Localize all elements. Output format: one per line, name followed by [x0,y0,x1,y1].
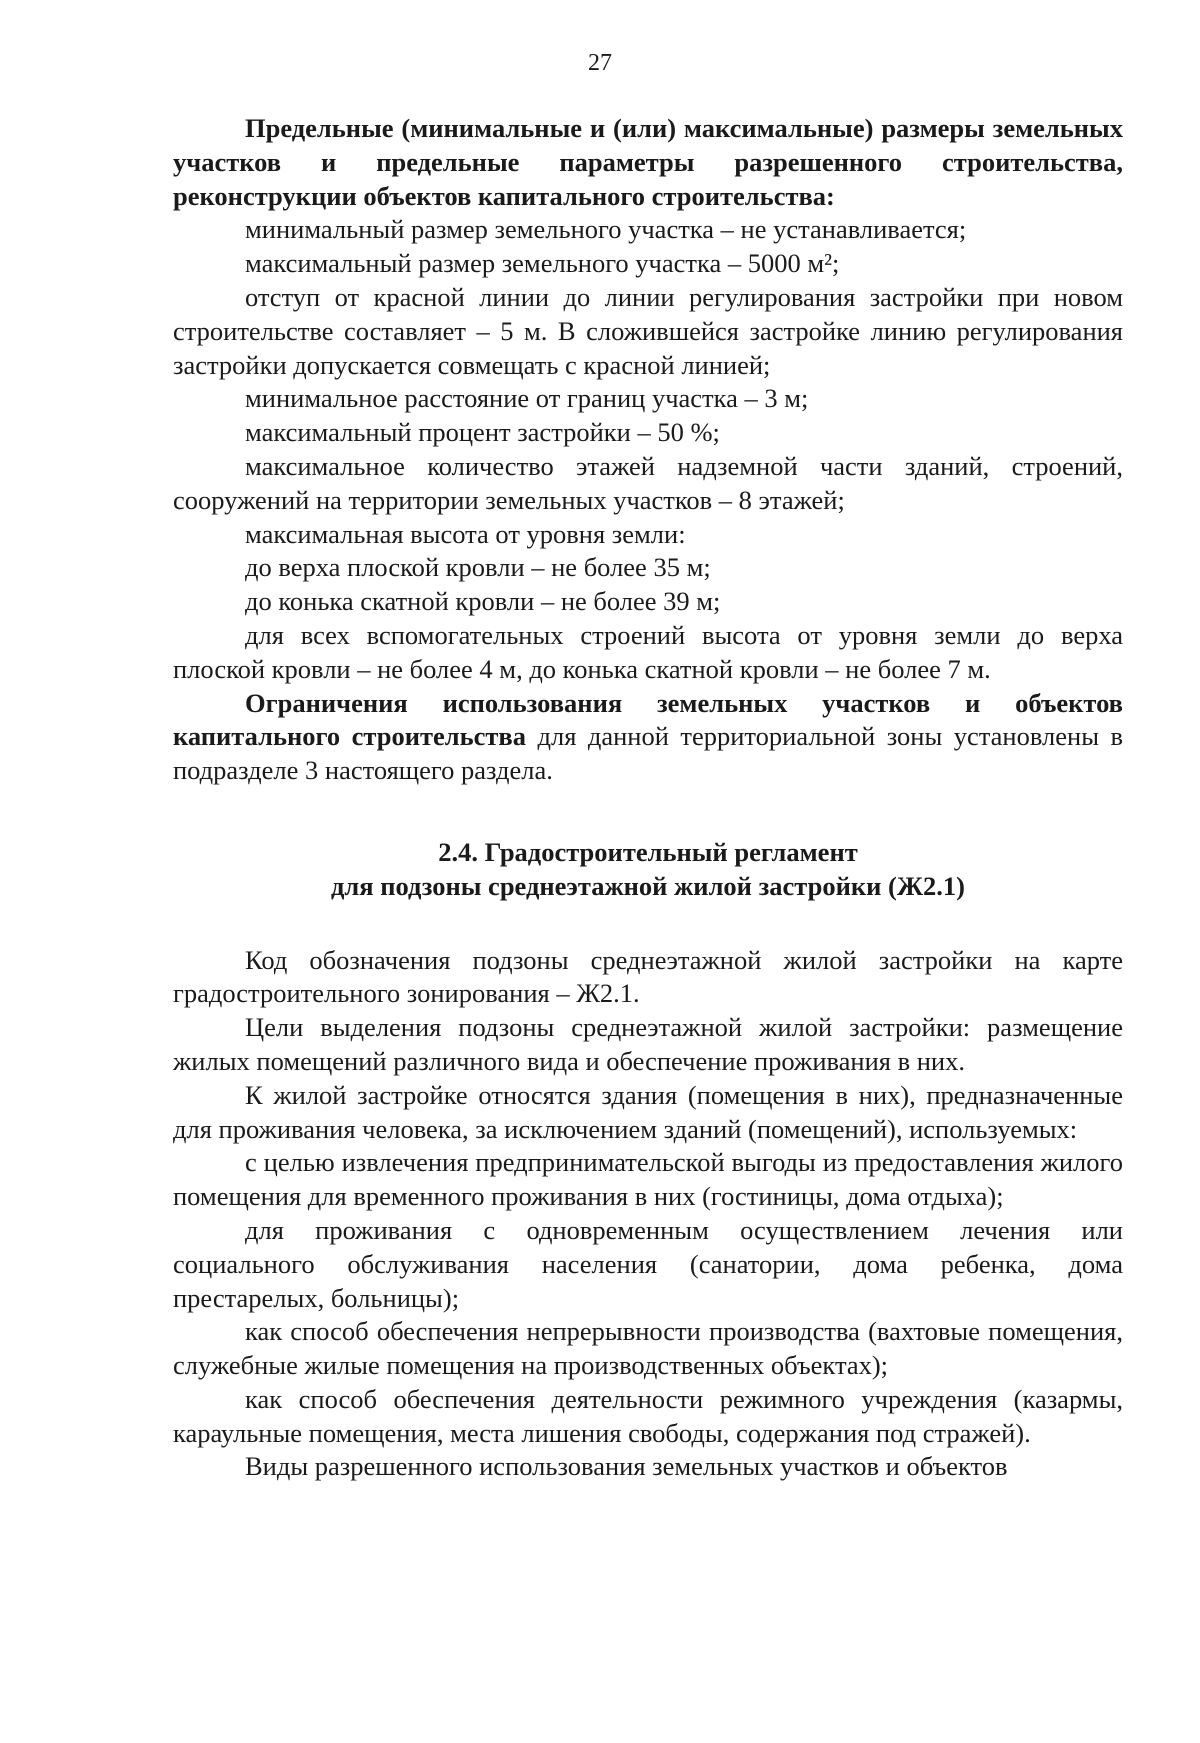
limit-item-6: максимальное количество этажей надземной части зданий, строений, сооружений на территории земельных участков – 8 этажей; [173,450,1123,515]
section-heading-line-1: 2.4. Градостроительный регламент [438,836,858,867]
limit-item-7: максимальная высота от уровня земли: [245,518,686,549]
page-number: 27 [588,50,612,76]
page-content [173,112,1123,1484]
limit-item-4: минимальное расстояние от границ участка – 3 м; [245,383,809,414]
permitted-uses-paragraph: Виды разрешенного использования земельных участков и объектов [245,1451,1008,1482]
section-heading-line-2: для подзоны среднеэтажной жилой застройки (Ж2.1) [331,870,965,901]
zone-goals-paragraph: Цели выделения подзоны среднеэтажной жилой застройки: размещение жилых помещений различного вида и обеспечение проживания в них. [173,1012,1123,1076]
limit-item-10: для всех вспомогательных строений высота от уровня земли до верха плоской кровли – не более 4 м, до конька скатной кровли – не более 7 м. [173,619,1123,684]
exclusion-item-3: как способ обеспечения непрерывности производства (вахтовые помещения, служебные жилые помещения на производственных объектах); [173,1316,1123,1381]
restrictions-bold: Ограничения использования земельных участков и объектов капитального строительства [173,687,1123,752]
limit-item-1: минимальный размер земельного участка – не устанавливается; [245,214,967,245]
section-heading [173,836,1123,904]
housing-definition-paragraph: К жилой застройке относятся здания (помещения в них), предназначенные для проживания человека, за исключением зданий (помещений), используемых: [173,1079,1123,1144]
restrictions-paragraph [173,687,1123,788]
limit-item-3: отступ от красной линии до линии регулирования застройки при новом строительстве составляет – 5 м. В сложившейся застройке линию регулирования застройки допускается совмещать с красной линией; [173,281,1123,380]
limit-item-9: до конька скатной кровли – не более 39 м; [245,586,721,617]
limit-item-2: максимальный размер земельного участка – 5000 м²; [245,248,840,279]
limits-title: Предельные (минимальные и (или) максимальные) размеры земельных участков и предельные параметры разрешенного строительства, реконструкции объектов капитального строительства: [173,113,1123,211]
exclusion-item-2: для проживания с одновременным осуществлением лечения или социального обслуживания населения (санатории, дома ребенка, дома престарелых, больницы); [173,1214,1123,1313]
limit-item-5: максимальный процент застройки – 50 %; [245,417,720,448]
limit-item-8: до верха плоской кровли – не более 35 м; [245,552,711,583]
exclusion-item-4: как способ обеспечения деятельности режимного учреждения (казармы, караульные помещения, места лишения свободы, содержания под стражей). [173,1383,1123,1448]
zone-code-paragraph: Код обозначения подзоны среднеэтажной жилой застройки на карте градостроительного зонирования – Ж2.1. [173,944,1123,1009]
restrictions-rest: для данной территориальной зоны установлены в подразделе 3 настоящего раздела. [173,721,1123,786]
exclusion-item-1: с целью извлечения предпринимательской выгоды из предоставления жилого помещения для временного проживания в них (гостиницы, дома отдыха); [173,1147,1123,1212]
